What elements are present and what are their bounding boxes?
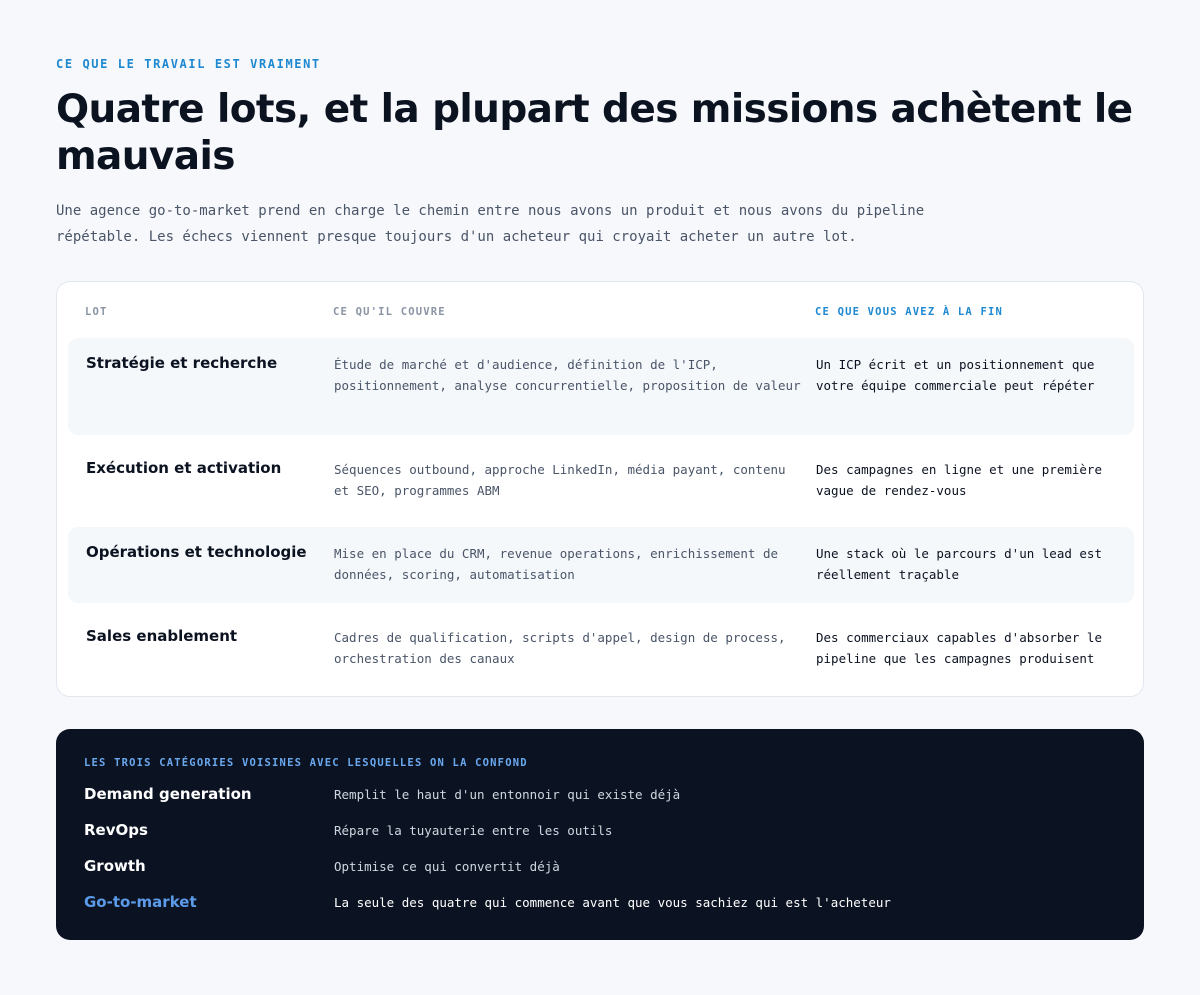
list-item	[84, 857, 1124, 881]
table-row	[68, 611, 1134, 687]
category-name: RevOps	[84, 821, 148, 839]
row-cover: Mise en place du CRM, revenue operations, enrichissement de données, scoring, automatisation	[334, 546, 779, 582]
row-end: Des campagnes en ligne et une première vague de rendez-vous	[816, 462, 1102, 498]
category-desc: Répare la tuyauterie entre les outils	[334, 823, 613, 838]
intro-paragraph: Une agence go-to-market prend en charge le chemin entre nous avons un produit et nous avons du pipeline répétable. Les échecs viennent presque toujours d'un acheteur qui croyait acheter un autre lot.	[56, 203, 925, 245]
table-row	[68, 443, 1134, 519]
row-lot: Opérations et technologie	[86, 543, 307, 561]
list-item	[84, 893, 1124, 917]
row-end: Une stack où le parcours d'un lead est réellement traçable	[816, 546, 1102, 582]
neighbor-categories-card	[56, 729, 1144, 940]
category-desc: Optimise ce qui convertit déjà	[334, 859, 560, 874]
table-row	[68, 338, 1134, 435]
category-name-highlight: Go-to-market	[84, 893, 197, 911]
list-item	[84, 785, 1124, 809]
table-row	[68, 527, 1134, 603]
row-lot: Exécution et activation	[86, 459, 282, 477]
row-end: Des commerciaux capables d'absorber le pipeline que les campagnes produisent	[816, 630, 1102, 666]
neighbor-categories-label: LES TROIS CATÉGORIES VOISINES AVEC LESQUELLES ON LA CONFOND	[84, 757, 528, 769]
category-name: Demand generation	[84, 785, 252, 803]
category-desc: Remplit le haut d'un entonnoir qui existe déjà	[334, 787, 681, 802]
category-desc-highlight: La seule des quatre qui commence avant que vous sachiez qui est l'acheteur	[334, 895, 891, 910]
row-end: Un ICP écrit et un positionnement que votre équipe commerciale peut répéter	[816, 357, 1095, 393]
header-cover: CE QU'IL COUVRE	[333, 306, 446, 318]
row-cover: Cadres de qualification, scripts d'appel, design de process, orchestration des canaux	[334, 630, 786, 666]
page-title: Quatre lots, et la plupart des missions achètent le mauvais	[56, 87, 1133, 179]
list-item	[84, 821, 1124, 845]
category-name: Growth	[84, 857, 146, 875]
row-cover: Étude de marché et d'audience, définition de l'ICP, positionnement, analyse concurrentielle, proposition de valeur	[334, 357, 801, 393]
header-lot: LOT	[85, 306, 108, 318]
lots-table	[56, 281, 1144, 697]
row-cover: Séquences outbound, approche LinkedIn, média payant, contenu et SEO, programmes ABM	[334, 462, 786, 498]
header-end: CE QUE VOUS AVEZ À LA FIN	[815, 306, 1004, 318]
section-eyebrow: CE QUE LE TRAVAIL EST VRAIMENT	[56, 57, 321, 71]
row-lot: Sales enablement	[86, 627, 238, 645]
row-lot: Stratégie et recherche	[86, 354, 278, 372]
